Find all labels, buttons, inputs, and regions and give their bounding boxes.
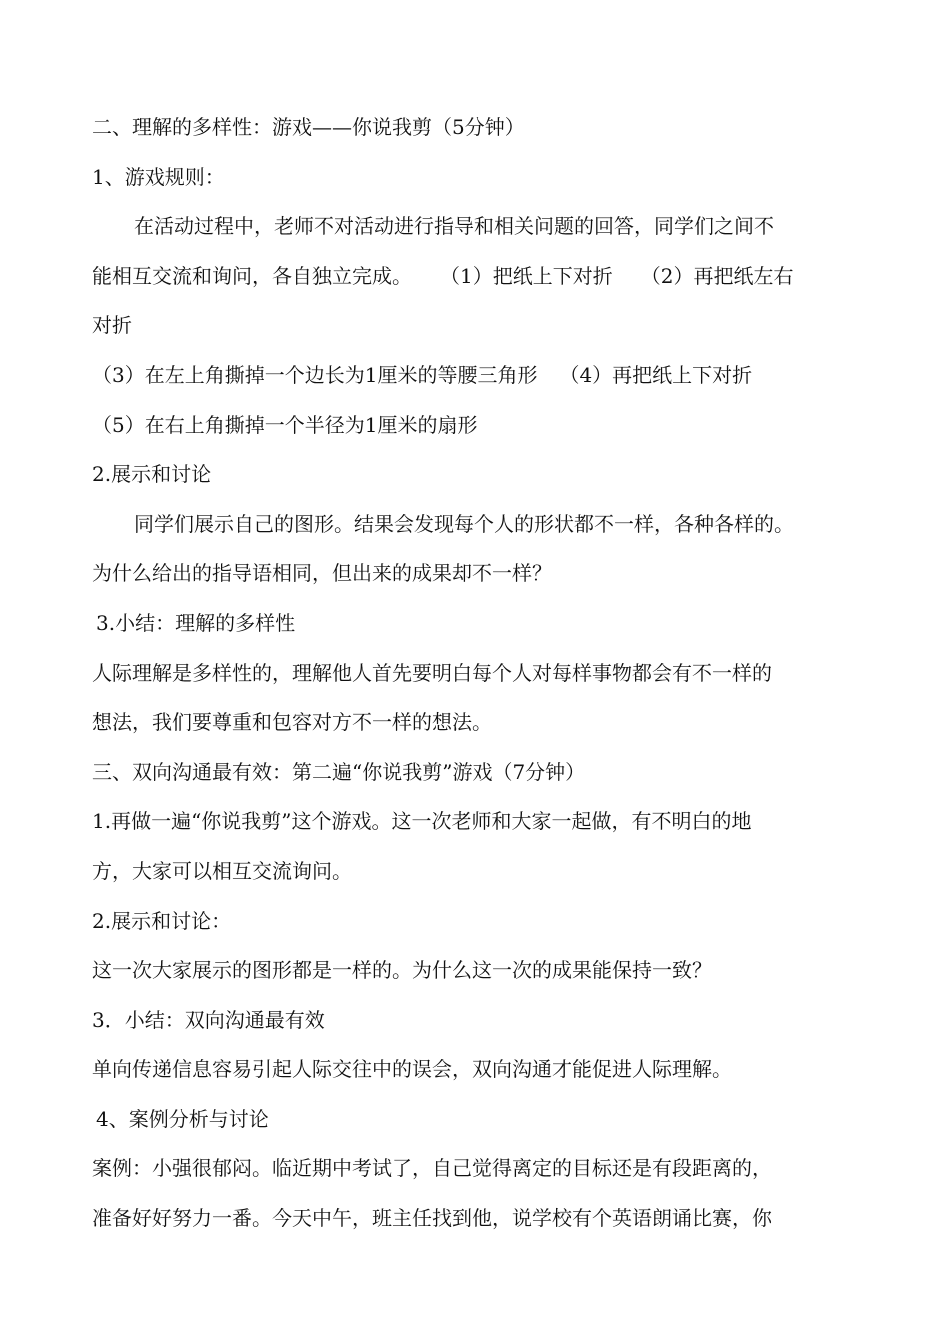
rules-text: 能相互交流和询问，各自独立完成。 xyxy=(92,263,412,288)
paragraph-show-line-2: 为什么给出的指导语相同，但出来的成果却不一样？ xyxy=(92,561,552,586)
step-5: （5）在右上角撕掉一个半径为1厘米的扇形 xyxy=(92,412,478,437)
paragraph-one-way: 单向传递信息容易引起人际交往中的误会，双向沟通才能促进人际理解。 xyxy=(92,1057,732,1082)
paragraph-redo-line-2: 方，大家可以相互交流询问。 xyxy=(92,858,352,883)
document-body xyxy=(92,103,864,1244)
steps-3-4-line xyxy=(92,351,864,401)
step-1: （1）把纸上下对折 xyxy=(440,263,613,288)
paragraph-redo-line-1: 1.再做一遍“你说我剪”这个游戏。这一次老师和大家一起做，有不明白的地 xyxy=(92,809,752,834)
subheading-show-discuss-2: 2.展示和讨论： xyxy=(92,908,232,933)
paragraph-case-line-2: 准备好好努力一番。今天中午，班主任找到他，说学校有个英语朗诵比赛，你 xyxy=(92,1206,772,1231)
step-4: （4）再把纸上下对折 xyxy=(559,362,753,387)
subheading-show-discuss: 2.展示和讨论 xyxy=(92,462,212,487)
paragraph-summary-line-2: 想法，我们要尊重和包容对方不一样的想法。 xyxy=(92,710,492,735)
section-heading-two-way: 三、双向沟通最有效：第二遍“你说我剪”游戏（7分钟） xyxy=(92,759,586,784)
paragraph-rules-line-1: 在活动过程中，老师不对活动进行指导和相关问题的回答，同学们之间不 xyxy=(134,214,774,239)
subheading-summary-two-way: 3．小结：双向沟通最有效 xyxy=(92,1007,325,1032)
section-heading-diversity: 二、理解的多样性：游戏——你说我剪（5分钟） xyxy=(92,115,525,139)
paragraph-summary-line-1: 人际理解是多样性的，理解他人首先要明白每个人对每样事物都会有不一样的 xyxy=(92,660,772,685)
step-3: （3）在左上角撕掉一个边长为1厘米的等腰三角形 xyxy=(92,362,538,387)
subheading-game-rules: 1、游戏规则： xyxy=(92,164,225,189)
paragraph-rules-line-2 xyxy=(92,252,864,302)
step-2: （2）再把纸左右 xyxy=(640,263,794,288)
paragraph-rules-line-3: 对折 xyxy=(92,313,132,338)
subheading-summary-diversity: 3.小结：理解的多样性 xyxy=(96,610,296,635)
subheading-case-analysis: 4、案例分析与讨论 xyxy=(96,1106,269,1131)
paragraph-case-line-1: 案例：小强很郁闷。临近期中考试了，自己觉得离定的目标还是有段距离的， xyxy=(92,1156,772,1181)
paragraph-show-line-1: 同学们展示自己的图形。结果会发现每个人的形状都不一样，各种各样的。 xyxy=(134,511,794,536)
paragraph-consistent: 这一次大家展示的图形都是一样的。为什么这一次的成果能保持一致？ xyxy=(92,958,712,983)
